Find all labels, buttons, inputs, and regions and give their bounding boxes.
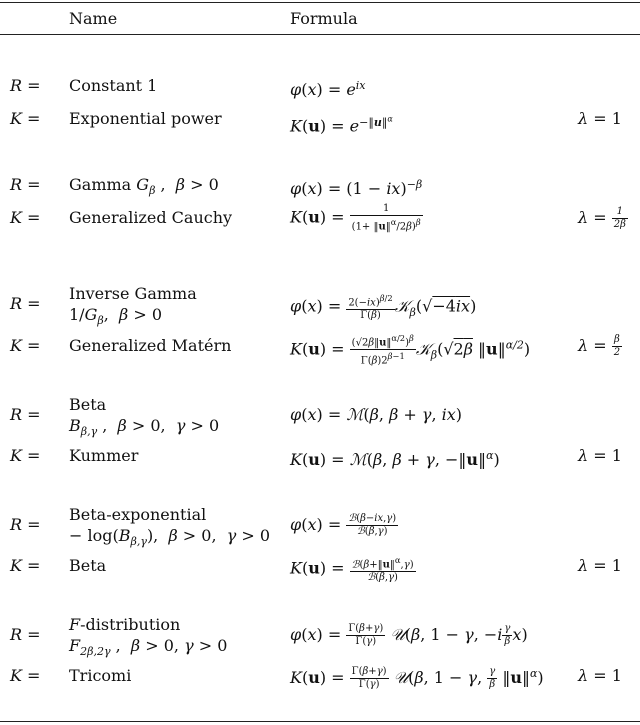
header-formula: Formula: [290, 9, 358, 28]
r-name2: $B_{\beta,\gamma}$ , β > 0, γ > 0: [69, 416, 220, 439]
k-formula: K(u) = $\frac{ℬ(\beta+‖u‖^\alpha,\gamma)}{\text{ℬ(β,γ)}}$: [290, 555, 414, 584]
top-rule: [0, 2, 640, 3]
k-lambda: λ = $\frac{\beta}{2}$: [578, 334, 621, 358]
k-name: Kummer: [69, 446, 139, 465]
r-name: F-distribution: [69, 615, 181, 634]
header-rule: [0, 34, 640, 35]
k-formula: $K(u) = e^{-‖u‖^\alpha}$: [290, 114, 393, 136]
k-name: Beta: [69, 556, 107, 575]
header-name: Name: [69, 9, 118, 28]
r-lhs: R =: [10, 515, 41, 534]
k-lambda: λ = $\frac{1}{2\beta}$: [578, 206, 626, 230]
r-name: Inverse Gamma: [69, 284, 197, 303]
k-formula: K(u) = $\frac{1}{(1+ ‖u‖^\alpha/2\beta)^\beta}$: [290, 203, 421, 233]
r-lhs: R =: [10, 405, 41, 424]
k-formula: K(u) = ℳ(β, β + γ, −‖u‖$^\alpha$): [290, 449, 500, 469]
r-formula: φ(x) = $\frac{2(-ix)^{\beta/2}}{\Gamma(\beta)}$ 𝒦$_\beta$(√−4ix): [290, 293, 477, 322]
r-name: Gamma $G_\beta$ , β > 0: [69, 175, 219, 198]
r-lhs: R =: [10, 175, 41, 194]
k-lhs: K =: [10, 208, 41, 227]
k-lhs: K =: [10, 336, 41, 355]
r-lhs: R =: [10, 625, 41, 644]
r-formula: φ(x) = ℳ(β, β + γ, ix): [290, 405, 463, 424]
r-name: Beta-exponential: [69, 505, 207, 524]
r-formula: φ(x) = $\frac{\text{ℬ(β−ix,γ)}}{\text{ℬ(β,γ)}}$: [290, 513, 397, 537]
k-lhs: K =: [10, 109, 41, 128]
r-name2: − $\log(B_{\beta,\gamma})$, β > 0, γ > 0: [69, 526, 271, 549]
bottom-rule: [0, 721, 640, 722]
r-name: Constant 1: [69, 76, 158, 95]
r-formula: φ(x) = (1 − ix)$^{-\beta}$: [290, 178, 423, 198]
r-formula: φ(x) = $\frac{\Gamma(\beta+\gamma)}{\Gamma(\gamma)}$ 𝒰(β, 1 − γ, −i $\frac{\gamma}{\beta}$ x): [290, 623, 528, 647]
k-lambda: λ = 1: [578, 556, 622, 575]
k-lhs: K =: [10, 666, 41, 685]
k-lhs: K =: [10, 446, 41, 465]
r-name: Beta: [69, 395, 107, 414]
r-formula: $\varphi(x) = e^{ix}$: [290, 79, 366, 99]
k-lambda: λ = 1: [578, 666, 622, 685]
k-lambda: λ = 1: [578, 109, 622, 128]
k-lhs: K =: [10, 556, 41, 575]
r-name2: $1/G_\beta$, β > 0: [69, 305, 162, 328]
k-name: Generalized Matérn: [69, 336, 232, 355]
r-lhs: R =: [10, 76, 41, 95]
r-lhs: R =: [10, 294, 41, 313]
k-formula: K(u) = $\frac{(√2\beta‖u‖^{\alpha/2})^\beta}{\Gamma(\beta)2^{\beta-1}}$ 𝒦$_\beta$(√2β ‖u‖$^{\alpha/2}$): [290, 333, 531, 367]
r-name2: $F_{2\beta,2\gamma}$ , β > 0, γ > 0: [69, 636, 228, 659]
k-name: Generalized Cauchy: [69, 208, 233, 227]
k-name: Tricomi: [69, 666, 132, 685]
k-formula: K(u) = $\frac{\Gamma(\beta+\gamma)}{\Gamma(\gamma)}$ 𝒰(β, 1 − γ, $\frac{\gamma}{\beta}$ ‖u‖$^\alpha$): [290, 666, 544, 690]
k-lambda: λ = 1: [578, 446, 622, 465]
k-name: Exponential power: [69, 109, 222, 128]
